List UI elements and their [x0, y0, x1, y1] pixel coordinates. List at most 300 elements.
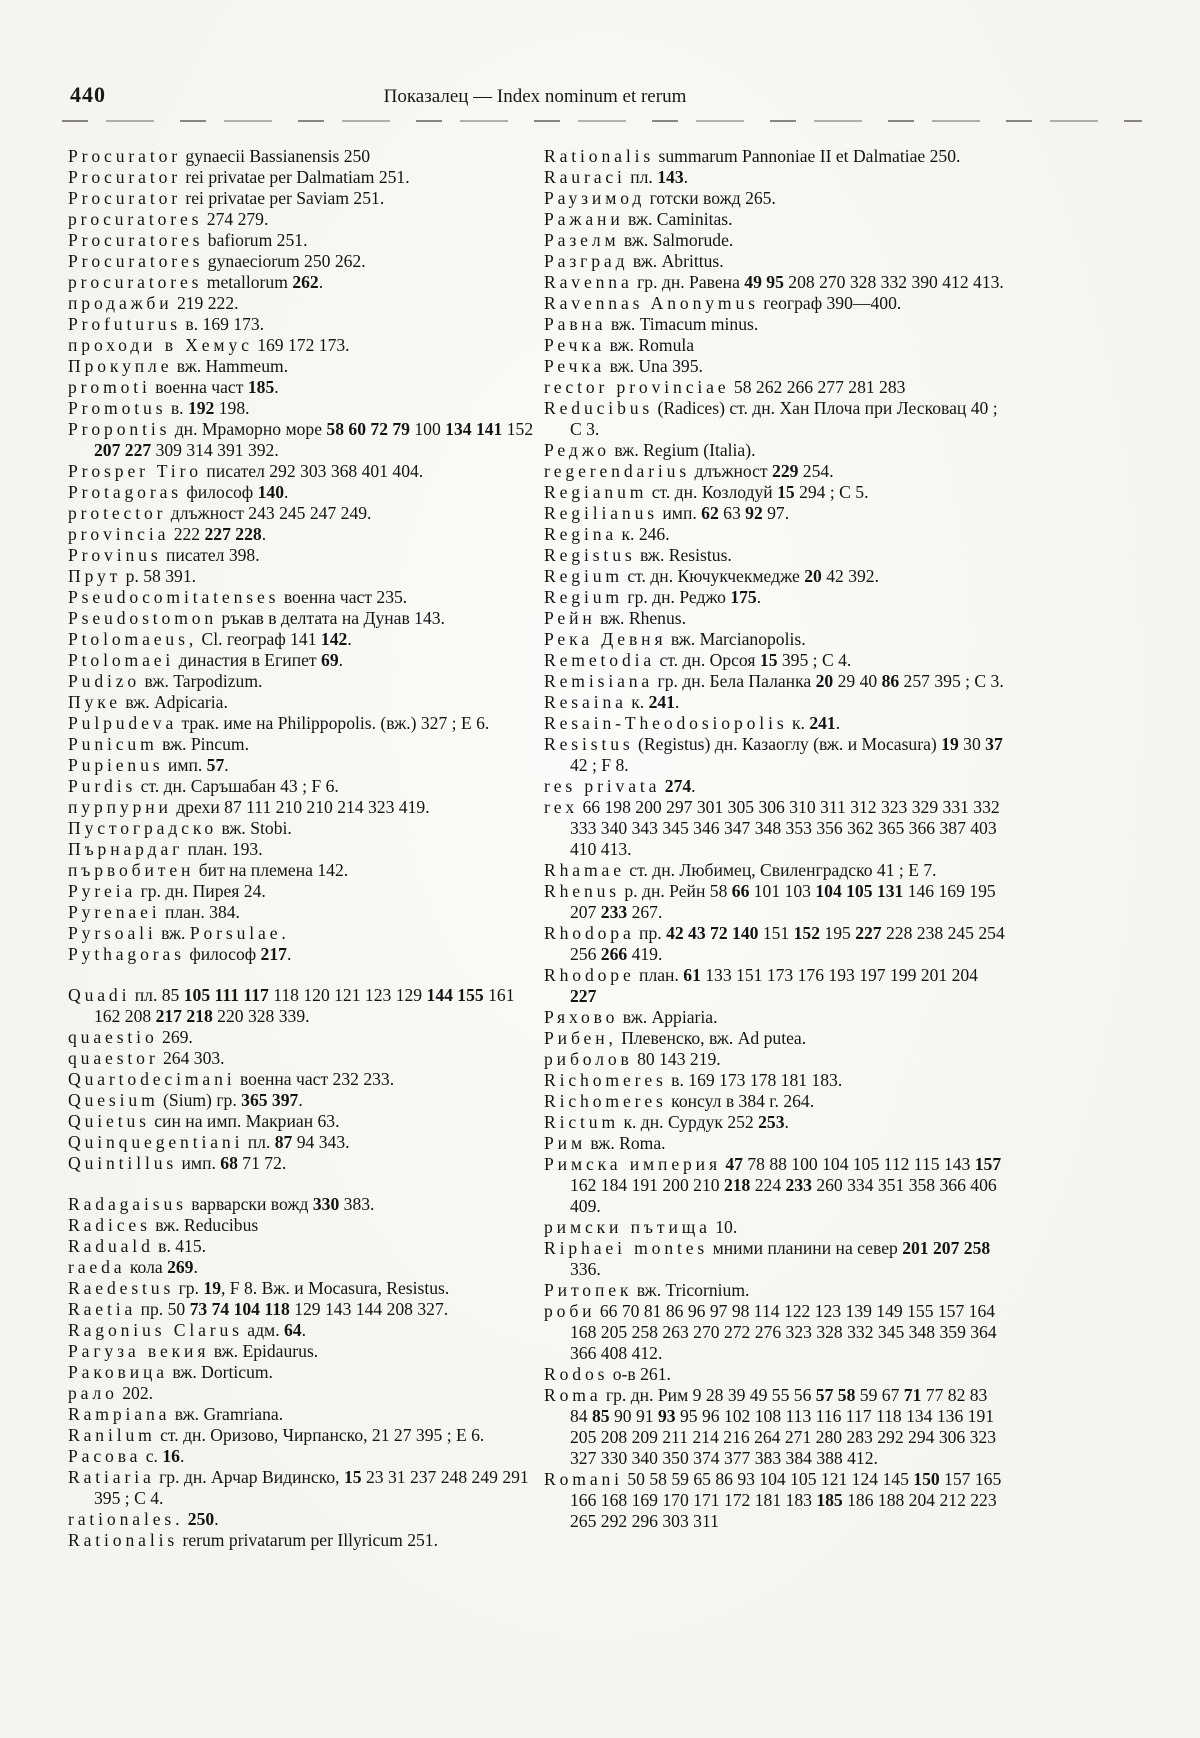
entry-refs: вж. Resistus. — [640, 545, 732, 565]
index-entry — [544, 167, 1008, 188]
entry-term: Raedestus — [68, 1278, 175, 1298]
index-entry — [544, 776, 1008, 797]
entry-term: Ratiaria — [68, 1467, 155, 1487]
entry-refs: писател 398. — [165, 545, 260, 565]
entry-refs: вж. Romula — [609, 335, 695, 355]
entry-term: Равна — [544, 314, 607, 334]
index-entry — [544, 1112, 1008, 1133]
entry-refs: адм. 64. — [247, 1320, 306, 1340]
index-entry — [544, 1091, 1008, 1112]
index-entry — [544, 881, 1008, 923]
entry-refs: к. 241. — [631, 692, 680, 712]
entry-term: Regianum — [544, 482, 648, 502]
entry-refs: 269. — [162, 1027, 193, 1047]
entry-term: римски пътища — [544, 1217, 711, 1237]
entry-refs: вж. Hammeum. — [176, 356, 289, 376]
entry-refs: пл. 85 105 111 117 118 120 121 123 129 144 155 161 162 208 217 218 220 328 339. — [94, 985, 515, 1026]
entry-term: Пуке — [68, 692, 121, 712]
index-entry — [68, 671, 534, 692]
entry-term: Ражани — [544, 209, 624, 229]
entry-term: Quesium — [68, 1090, 159, 1110]
index-entry — [68, 314, 534, 335]
index-entry — [544, 230, 1008, 251]
entry-term: роби — [544, 1301, 596, 1321]
entry-term: проходи в Хемус — [68, 335, 253, 355]
page-number: 440 — [70, 82, 106, 107]
entry-term: Rhamae — [544, 860, 625, 880]
index-entry — [68, 1467, 534, 1509]
entry-refs: дрехи 87 111 210 210 214 323 419. — [176, 797, 430, 817]
index-entry — [68, 524, 534, 545]
entry-refs: военна част 235. — [283, 587, 408, 607]
index-entry — [68, 902, 534, 923]
index-entry — [544, 272, 1008, 293]
index-entry — [544, 524, 1008, 545]
entry-term: rex — [544, 797, 579, 817]
entry-term: Quintillus — [68, 1153, 178, 1173]
entry-term: Речка — [544, 335, 606, 355]
entry-term: рало — [68, 1383, 118, 1403]
entry-refs: план. 193. — [187, 839, 263, 859]
entry-term: Punicum — [68, 734, 158, 754]
index-entry — [544, 356, 1008, 377]
entry-term: Ритопек — [544, 1280, 633, 1300]
entry-refs: 274. — [664, 776, 696, 796]
entry-term: Purdis — [68, 776, 137, 796]
index-column-right — [544, 146, 1008, 1532]
index-entry — [68, 692, 534, 713]
entry-refs: син на имп. Макриан 63. — [154, 1111, 340, 1131]
entry-refs: 47 78 88 100 104 105 112 115 143 157 162 184 191 200 210 218 224 233 260 334 351 358 366 406 409. — [570, 1154, 1002, 1216]
index-entry — [68, 629, 534, 650]
index-entry — [544, 1154, 1008, 1217]
entry-term: procuratores — [68, 272, 203, 292]
entry-term: първобитен — [68, 860, 195, 880]
entry-term: Procurator — [68, 188, 181, 208]
entry-refs: вж. Timacum minus. — [610, 314, 759, 334]
entry-refs: философ 217. — [189, 944, 292, 964]
entry-refs: имп. 62 63 92 97. — [662, 503, 790, 523]
index-entry — [544, 440, 1008, 461]
entry-term: Resain-Theodosiopolis — [544, 713, 788, 733]
index-entry — [68, 1425, 534, 1446]
entry-refs: 80 143 219. — [637, 1049, 721, 1069]
index-entry — [544, 1049, 1008, 1070]
entry-term: продажби — [68, 293, 173, 313]
entry-term: Раковица — [68, 1362, 168, 1382]
index-entry — [544, 293, 1008, 314]
index-entry — [544, 566, 1008, 587]
entry-term: Rationalis — [544, 146, 655, 166]
entry-refs: трак. име на Philippopolis. (вж.) 327 ; E 6. — [181, 713, 490, 733]
index-entry — [68, 419, 534, 461]
entry-term: пурпурни — [68, 797, 172, 817]
index-entry — [68, 797, 534, 818]
index-entry — [68, 167, 534, 188]
index-entry — [68, 650, 534, 671]
index-entry — [68, 230, 534, 251]
entry-refs: вж. Appiaria. — [622, 1007, 718, 1027]
entry-term: Разград — [544, 251, 629, 271]
index-entry — [544, 188, 1008, 209]
entry-term: Propontis — [68, 419, 171, 439]
index-entry — [544, 377, 1008, 398]
entry-term: Rationalis — [68, 1530, 179, 1550]
entry-term: Radagaisus — [68, 1194, 187, 1214]
entry-term: Речка — [544, 356, 606, 376]
entry-term: Рим — [544, 1133, 586, 1153]
entry-refs: Cl. географ 141 142. — [201, 629, 352, 649]
entry-refs: rei privatae per Saviam 251. — [185, 188, 385, 208]
entry-term: Ptolomaei — [68, 650, 175, 670]
index-entry — [68, 1530, 534, 1551]
index-entry — [68, 755, 534, 776]
entry-term: Pseudocomitatenses — [68, 587, 280, 607]
entry-refs: ръкав в делтата на Дунав 143. — [221, 608, 445, 628]
entry-term: Protagoras — [68, 482, 182, 502]
entry-term: Procurator — [68, 146, 181, 166]
entry-refs: философ 140. — [186, 482, 289, 502]
entry-refs: вж. Epidaurus. — [213, 1341, 319, 1361]
entry-refs: 66 70 81 86 96 97 98 114 122 123 139 149 155 157 164 168 205 258 263 270 272 276 323 328 332 345 348 359 364 366 408 412. — [570, 1301, 997, 1363]
entry-term: Рибен, — [544, 1028, 617, 1048]
entry-term: Ranilum — [68, 1425, 156, 1445]
header-rule — [62, 120, 1142, 122]
index-entry — [68, 1278, 534, 1299]
entry-term: procuratores — [68, 209, 203, 229]
index-entry — [544, 1133, 1008, 1154]
entry-refs: вж. Gramriana. — [174, 1404, 284, 1424]
entry-refs: 222 227 228. — [173, 524, 267, 544]
index-entry — [68, 356, 534, 377]
entry-term: Рагуза векия — [68, 1341, 210, 1361]
index-entry — [68, 587, 534, 608]
entry-refs: вж. Rhenus. — [600, 608, 687, 628]
entry-term: Resistus — [544, 734, 634, 754]
entry-term: Rictum — [544, 1112, 620, 1132]
entry-refs: вж. Tricornium. — [636, 1280, 750, 1300]
index-entry — [68, 1341, 534, 1362]
entry-refs: (Radices) ст. дн. Хан Плоча при Лесковац 40 ; C 3. — [570, 398, 998, 439]
entry-term: Quartodecimani — [68, 1069, 236, 1089]
entry-refs: ст. дн. Козлодуй 15 294 ; C 5. — [651, 482, 869, 502]
index-entry — [544, 398, 1008, 440]
entry-refs: ст. дн. Кючукчекмедже 20 42 392. — [627, 566, 879, 586]
entry-refs: готски вожд 265. — [649, 188, 776, 208]
entry-refs: пл. 87 94 343. — [247, 1132, 350, 1152]
entry-refs: ст. дн. Саръшабан 43 ; F 6. — [140, 776, 339, 796]
index-column-left — [68, 146, 534, 1551]
index-entry — [68, 734, 534, 755]
entry-term: Раузимод — [544, 188, 646, 208]
entry-term: Римска империя — [544, 1154, 721, 1174]
entry-refs: о-в 261. — [612, 1364, 671, 1384]
entry-refs: гр. дн. Арчар Видинско, 15 23 31 237 248 249 291 395 ; C 4. — [94, 1467, 529, 1508]
entry-refs: вж. Adpicaria. — [125, 692, 228, 712]
index-entry — [68, 1383, 534, 1404]
entry-refs: длъжност 243 245 247 249. — [170, 503, 372, 523]
entry-term: Registus — [544, 545, 636, 565]
index-entry — [544, 1364, 1008, 1385]
entry-term: Rhodopa — [544, 923, 635, 943]
index-entry — [68, 503, 534, 524]
entry-refs: 202. — [122, 1383, 154, 1403]
entry-refs: 219 222. — [176, 293, 239, 313]
entry-refs: с. 16. — [145, 1446, 185, 1466]
entry-term: Procuratores — [68, 251, 204, 271]
entry-refs: план. 384. — [164, 902, 240, 922]
entry-term: Reducibus — [544, 398, 654, 418]
entry-refs: к. 241. — [791, 713, 841, 733]
index-entry — [68, 1320, 534, 1341]
index-entry — [68, 713, 534, 734]
index-entry — [68, 985, 534, 1027]
entry-term: Пърнардаг — [68, 839, 184, 859]
index-entry — [68, 1111, 534, 1132]
entry-term: Promotus — [68, 398, 167, 418]
entry-refs: (Sium) гр. 365 397. — [163, 1090, 303, 1110]
index-entry — [544, 860, 1008, 881]
entry-term: Radices — [68, 1215, 151, 1235]
index-entry — [544, 314, 1008, 335]
entry-term: Ряхово — [544, 1007, 619, 1027]
index-entry — [68, 461, 534, 482]
index-entry — [68, 398, 534, 419]
index-entry — [68, 608, 534, 629]
page-header-title: Показалец — Index nominum et rerum — [383, 86, 687, 107]
entry-term: Разелм — [544, 230, 620, 250]
entry-term: Ptolomaeus, — [68, 629, 198, 649]
entry-refs: 250. — [187, 1509, 219, 1529]
index-entry — [68, 1153, 534, 1174]
index-entry — [68, 1299, 534, 1320]
entry-term: Прокупле — [68, 356, 173, 376]
entry-term: Regium — [544, 566, 623, 586]
entry-refs: в. 169 173 178 181 183. — [671, 1070, 843, 1090]
entry-refs: вж. Caminitas. — [628, 209, 733, 229]
entry-refs: в. 169 173. — [185, 314, 265, 334]
index-entry — [544, 1238, 1008, 1280]
entry-term: Ravennas Anonymus — [544, 293, 759, 313]
entry-refs: пл. 143. — [630, 167, 689, 187]
entry-refs: 50 58 59 65 86 93 104 105 121 124 145 150 157 165 166 168 169 170 171 172 181 183 185 186 188 204 212 223 265 292 296 303 311 — [570, 1469, 1002, 1531]
index-entry — [68, 923, 534, 944]
index-entry — [544, 209, 1008, 230]
index-entry — [68, 209, 534, 230]
index-entry — [68, 1027, 534, 1048]
index-entry — [544, 671, 1008, 692]
index-entry — [544, 1280, 1008, 1301]
index-entry — [68, 1048, 534, 1069]
index-entry — [68, 545, 534, 566]
entry-term: Rhodope — [544, 965, 635, 985]
entry-term: provincia — [68, 524, 170, 544]
entry-refs: ст. дн. Оризово, Чирпанско, 21 27 395 ; E 6. — [160, 1425, 485, 1445]
entry-term: Raetia — [68, 1299, 137, 1319]
index-entry — [68, 1194, 534, 1215]
index-entry — [544, 1301, 1008, 1364]
entry-term: promoti — [68, 377, 151, 397]
entry-refs: вж. Marcianopolis. — [670, 629, 806, 649]
index-entry — [68, 1446, 534, 1467]
entry-term: Rodos — [544, 1364, 609, 1384]
entry-term: Pseudostomon — [68, 608, 218, 628]
entry-refs: вж. Salmorude. — [623, 230, 734, 250]
index-entry — [68, 293, 534, 314]
entry-term: Рейн — [544, 608, 596, 628]
entry-refs: rei privatae per Dalmatiam 251. — [185, 167, 410, 187]
index-entry — [544, 461, 1008, 482]
entry-term: res privata — [544, 776, 661, 796]
entry-refs: имп. 57. — [167, 755, 229, 775]
index-entry — [68, 839, 534, 860]
index-entry — [544, 608, 1008, 629]
entry-refs: в. 192 198. — [170, 398, 250, 418]
entry-term: Procurator — [68, 167, 181, 187]
index-entry — [544, 923, 1008, 965]
entry-refs: гр. дн. Бела Паланка 20 29 40 86 257 395 ; C 3. — [657, 671, 1004, 691]
entry-refs: план. 61 133 151 173 176 193 197 199 201 204 227 — [570, 965, 978, 1006]
entry-term: Roma — [544, 1385, 602, 1405]
index-entry — [68, 188, 534, 209]
index-entry — [68, 1404, 534, 1425]
entry-refs: вж. Dorticum. — [172, 1362, 273, 1382]
index-entry — [68, 1257, 534, 1278]
entry-term: Pyreia — [68, 881, 137, 901]
entry-refs: варварски вожд 330 383. — [191, 1194, 375, 1214]
entry-term: Remetodia — [544, 650, 656, 670]
entry-term: protector — [68, 503, 167, 523]
index-entry — [544, 734, 1008, 776]
entry-term: Remisiana — [544, 671, 654, 691]
entry-refs: gynaecii Bassianensis 250 — [185, 146, 371, 166]
entry-refs: гр. дн. Рим 9 28 39 49 55 56 57 58 59 67 71 77 82 83 84 85 90 91 93 95 96 102 108 113 116 117 118 134 136 191 205 208 209 211 214 216 264 271 280 283 292 294 306 323 327 330 340 350 374 377 383 384 388 412. — [570, 1385, 996, 1468]
entry-refs: дн. Мраморно море 58 60 72 79 100 134 141 152 207 227 309 314 391 392. — [94, 419, 534, 460]
index-entry — [544, 1070, 1008, 1091]
entry-term: Quadi — [68, 985, 131, 1005]
entry-refs: Плевенско, вж. Ad putea. — [621, 1028, 807, 1048]
index-entry — [68, 146, 534, 167]
entry-term: Romani — [544, 1469, 623, 1489]
entry-term: Quietus — [68, 1111, 150, 1131]
entry-term: Richomeres — [544, 1091, 667, 1111]
index-entry — [68, 1362, 534, 1383]
entry-refs: (Registus) дн. Казаоглу (вж. и Mocasura) 19 30 37 42 ; F 8. — [570, 734, 1003, 775]
index-entry — [544, 587, 1008, 608]
entry-refs: к. дн. Сурдук 252 253. — [623, 1112, 789, 1132]
entry-term: Profuturus — [68, 314, 182, 334]
entry-refs: имп. 68 71 72. — [181, 1153, 287, 1173]
entry-term: Resaina — [544, 692, 627, 712]
index-entry — [544, 713, 1008, 734]
entry-refs: 274 279. — [206, 209, 269, 229]
index-entry — [68, 1236, 534, 1257]
index-entry — [68, 1069, 534, 1090]
entry-term: Pythagoras — [68, 944, 185, 964]
entry-refs: вж. Porsulae. — [161, 923, 286, 943]
index-entry — [68, 881, 534, 902]
index-entry — [544, 482, 1008, 503]
entry-term: Пустоградско — [68, 818, 218, 838]
entry-refs: вж. Pincum. — [162, 734, 249, 754]
entry-term: Raduald — [68, 1236, 154, 1256]
entry-refs: 58 262 266 277 281 283 — [733, 377, 906, 397]
index-entry — [544, 146, 1008, 167]
index-entry — [68, 482, 534, 503]
entry-term: Rhenus — [544, 881, 621, 901]
entry-refs: династия в Египет 69. — [178, 650, 344, 670]
index-entry — [68, 566, 534, 587]
entry-term: regerendarius — [544, 461, 691, 481]
entry-refs: ст. дн. Любимец, Свиленградско 41 ; E 7. — [629, 860, 937, 880]
entry-refs: гр. дн. Пирея 24. — [140, 881, 266, 901]
entry-term: Prosper Tiro — [68, 461, 202, 481]
entry-term: quaestor — [68, 1048, 159, 1068]
entry-refs: длъжност 229 254. — [694, 461, 834, 481]
entry-refs: консул в 384 г. 264. — [671, 1091, 815, 1111]
index-entry — [544, 797, 1008, 860]
entry-refs: rerum privatarum per Illyricum 251. — [182, 1530, 438, 1550]
entry-term: Реджо — [544, 440, 610, 460]
entry-refs: к. 246. — [621, 524, 670, 544]
entry-refs: 169 172 173. — [257, 335, 350, 355]
index-entry — [544, 965, 1008, 1007]
index-entry — [68, 251, 534, 272]
entry-refs: вж. Stobi. — [221, 818, 292, 838]
entry-refs: gynaeciorum 250 262. — [207, 251, 366, 271]
entry-term: Pudizo — [68, 671, 141, 691]
entry-term: Ravenna — [544, 272, 633, 292]
entry-refs: географ 390—400. — [763, 293, 902, 313]
entry-refs: 10. — [715, 1217, 738, 1237]
entry-refs: бит на племена 142. — [198, 860, 349, 880]
index-entry — [544, 629, 1008, 650]
entry-term: риболов — [544, 1049, 633, 1069]
entry-term: Река Девня — [544, 629, 667, 649]
entry-refs: писател 292 303 368 401 404. — [206, 461, 424, 481]
index-entry — [544, 503, 1008, 524]
index-entry — [68, 1090, 534, 1111]
entry-term: Ragonius Clarus — [68, 1320, 243, 1340]
entry-term: rationales. — [68, 1509, 184, 1529]
entry-refs: военна част 232 233. — [239, 1069, 395, 1089]
entry-refs: ст. дн. Орсоя 15 395 ; C 4. — [659, 650, 852, 670]
entry-refs: гр. дн. Реджо 175. — [627, 587, 762, 607]
index-entry — [544, 692, 1008, 713]
entry-term: Quinquegentiani — [68, 1132, 244, 1152]
index-entry — [68, 818, 534, 839]
entry-refs: гр. дн. Равена 49 95 208 270 328 332 390 412 413. — [637, 272, 1004, 292]
entry-term: Прут — [68, 566, 122, 586]
entry-refs: 264 303. — [163, 1048, 225, 1068]
index-entry — [544, 1469, 1008, 1532]
index-entry — [544, 335, 1008, 356]
index-entry — [68, 1215, 534, 1236]
entry-refs: пр. 50 73 74 104 118 129 143 144 208 327. — [140, 1299, 449, 1319]
index-entry — [544, 545, 1008, 566]
entry-term: Rampiana — [68, 1404, 171, 1424]
index-entry — [68, 1509, 534, 1530]
entry-refs: metallorum 262. — [206, 272, 324, 292]
index-entry — [544, 251, 1008, 272]
entry-term: Pupienus — [68, 755, 164, 775]
index-entry — [544, 1007, 1008, 1028]
entry-refs: пр. 42 43 72 140 151 152 195 227 228 238 245 254 256 266 419. — [570, 923, 1005, 964]
entry-term: rector provinciae — [544, 377, 730, 397]
entry-refs: кола 269. — [129, 1257, 198, 1277]
entry-term: Regina — [544, 524, 618, 544]
entry-refs: summarum Pannoniae II et Dalmatiae 250. — [658, 146, 961, 166]
